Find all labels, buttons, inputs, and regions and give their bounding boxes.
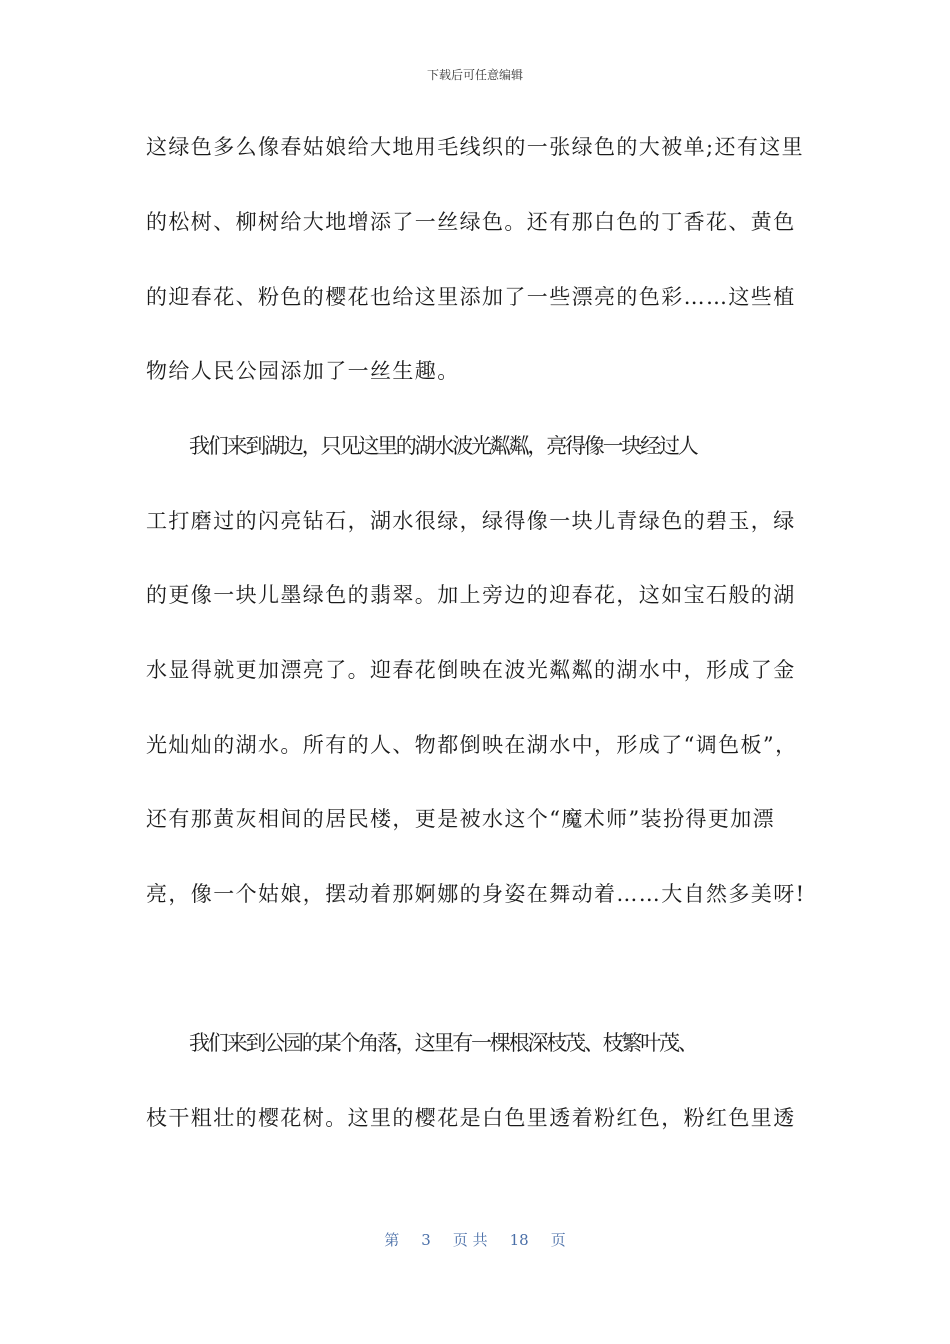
text-line: 水显得就更加漂亮了。迎春花倒映在波光粼粼的湖水中，形成了金 bbox=[146, 658, 796, 682]
text-line: 这绿色多么像春姑娘给大地用毛线织的一张绿色的大被单;还有这里 bbox=[146, 135, 805, 159]
text-line: 的迎春花、粉色的樱花也给这里添加了一些漂亮的色彩……这些植 bbox=[146, 285, 796, 309]
text-line: 我们来到湖边，只见这里的湖水波光粼粼，亮得像一块经过人 bbox=[189, 434, 697, 458]
text-line: 的更像一块儿墨绿色的翡翠。加上旁边的迎春花，这如宝石般的湖 bbox=[146, 583, 796, 607]
text-line: 光灿灿的湖水。所有的人、物都倒映在湖水中，形成了“调色板”， bbox=[146, 733, 798, 757]
text-line: 工打磨过的闪亮钻石，湖水很绿，绿得像一块儿青绿色的碧玉，绿 bbox=[146, 509, 796, 533]
page-footer bbox=[0, 1229, 950, 1250]
text-line: 亮，像一个姑娘，摆动着那婀娜的身姿在舞动着……大自然多美呀! bbox=[146, 882, 806, 906]
footer-middle: 页 共 bbox=[452, 1231, 488, 1249]
footer-prefix: 第 bbox=[384, 1231, 400, 1249]
page-header: 下载后可任意编辑 bbox=[426, 68, 523, 82]
text-line: 我们来到公园的某个角落，这里有一棵根深枝茂、枝繁叶茂、 bbox=[189, 1031, 697, 1055]
page-total: 18 bbox=[509, 1231, 529, 1249]
text-line: 的松树、柳树给大地增添了一丝绿色。还有那白色的丁香花、黄色 bbox=[146, 210, 796, 234]
text-line: 还有那黄灰相间的居民楼，更是被水这个“魔术师”装扮得更加漂 bbox=[146, 807, 776, 831]
text-line: 物给人民公园添加了一丝生趣。 bbox=[146, 359, 460, 383]
text-line: 枝干粗壮的樱花树。这里的樱花是白色里透着粉红色，粉红色里透 bbox=[146, 1106, 796, 1130]
footer-suffix: 页 bbox=[550, 1231, 566, 1249]
page-number: 3 bbox=[421, 1231, 431, 1249]
